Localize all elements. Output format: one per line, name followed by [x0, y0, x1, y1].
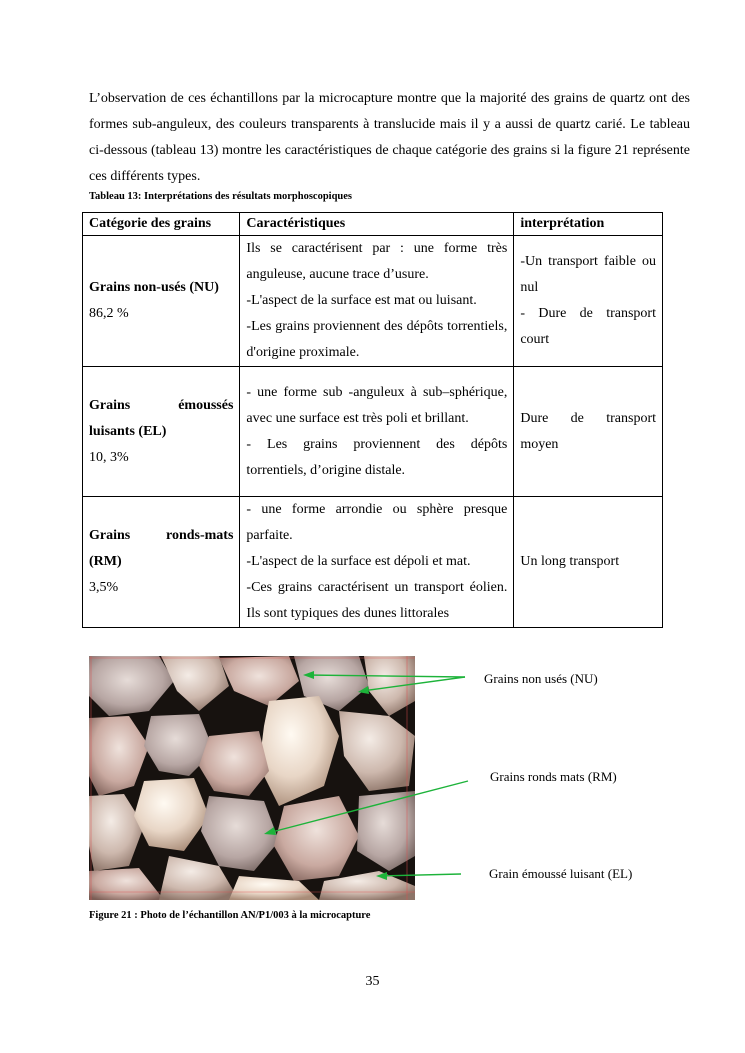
- interpretation-line: Dure de transport moyen: [520, 410, 656, 452]
- category-name: Grains émoussés luisants (EL): [89, 397, 234, 439]
- category-name: Grains ronds-mats (RM): [89, 528, 234, 569]
- characteristic-line: - une forme sub -anguleux à sub–sphérique, avec une surface est très poli et brillant.: [246, 384, 508, 426]
- category-percent: 86,2 %: [89, 306, 129, 321]
- characteristic-line: Ils se caractérisent par : une forme très anguleuse, aucune trace d’usure.: [246, 241, 508, 282]
- category-percent: 3,5%: [89, 580, 119, 595]
- page-number: 35: [365, 974, 380, 989]
- characteristic-line: -L'aspect de la surface est dépoli et mat.: [246, 554, 471, 569]
- characteristic-line: - une forme arrondie ou sphère presque parfaite.: [246, 502, 508, 543]
- figure-caption: Figure 21 : Photo de l’échantillon AN/P1/003 à la microcapture: [89, 910, 371, 921]
- header-interpretation: interprétation: [514, 213, 663, 236]
- table-caption: Tableau 13: Interprétations des résultats morphoscopiques: [89, 191, 353, 202]
- interpretation-line: -Un transport faible ou nul: [520, 254, 656, 295]
- intro-paragraph: L’observation de ces échantillons par la microcapture montre que la majorité des grains de quartz ont des formes sub-anguleux, des couleurs transparents à translucide mais il y a aussi de quartz carié. Le tableau ci-dessous (tableau 13) montre les caractéristiques de chaque catégorie des grains si la figure 21 représente ces différents types.: [89, 91, 690, 184]
- header-category: Catégorie des grains: [83, 213, 240, 236]
- label-emousse-luisant: Grain émoussé luisant (EL): [489, 866, 633, 881]
- arrow-rm: [264, 781, 468, 835]
- category-percent: 10, 3%: [89, 449, 129, 465]
- interpretation-line: - Dure de transport court: [520, 306, 656, 347]
- characteristic-line: -Les grains proviennent des dépôts torrentiels, d'origine proximale.: [246, 319, 508, 360]
- characteristic-line: -Ces grains caractérisent un transport éolien. Ils sont typiques des dunes littorales: [246, 580, 508, 621]
- arrow-nu: [303, 671, 465, 694]
- arrow-el: [376, 872, 461, 880]
- characteristic-line: -L'aspect de la surface est mat ou luisant.: [246, 293, 477, 308]
- characteristic-line: - Les grains proviennent des dépôts torrentiels, d’origine distale.: [246, 436, 508, 478]
- category-name: Grains non-usés (NU): [89, 280, 219, 295]
- interpretation-line: Un long transport: [520, 554, 620, 569]
- label-non-uses: Grains non usés (NU): [484, 671, 598, 686]
- label-ronds-mats: Grains ronds mats (RM): [490, 769, 617, 784]
- header-characteristics: Caractéristiques: [240, 213, 514, 236]
